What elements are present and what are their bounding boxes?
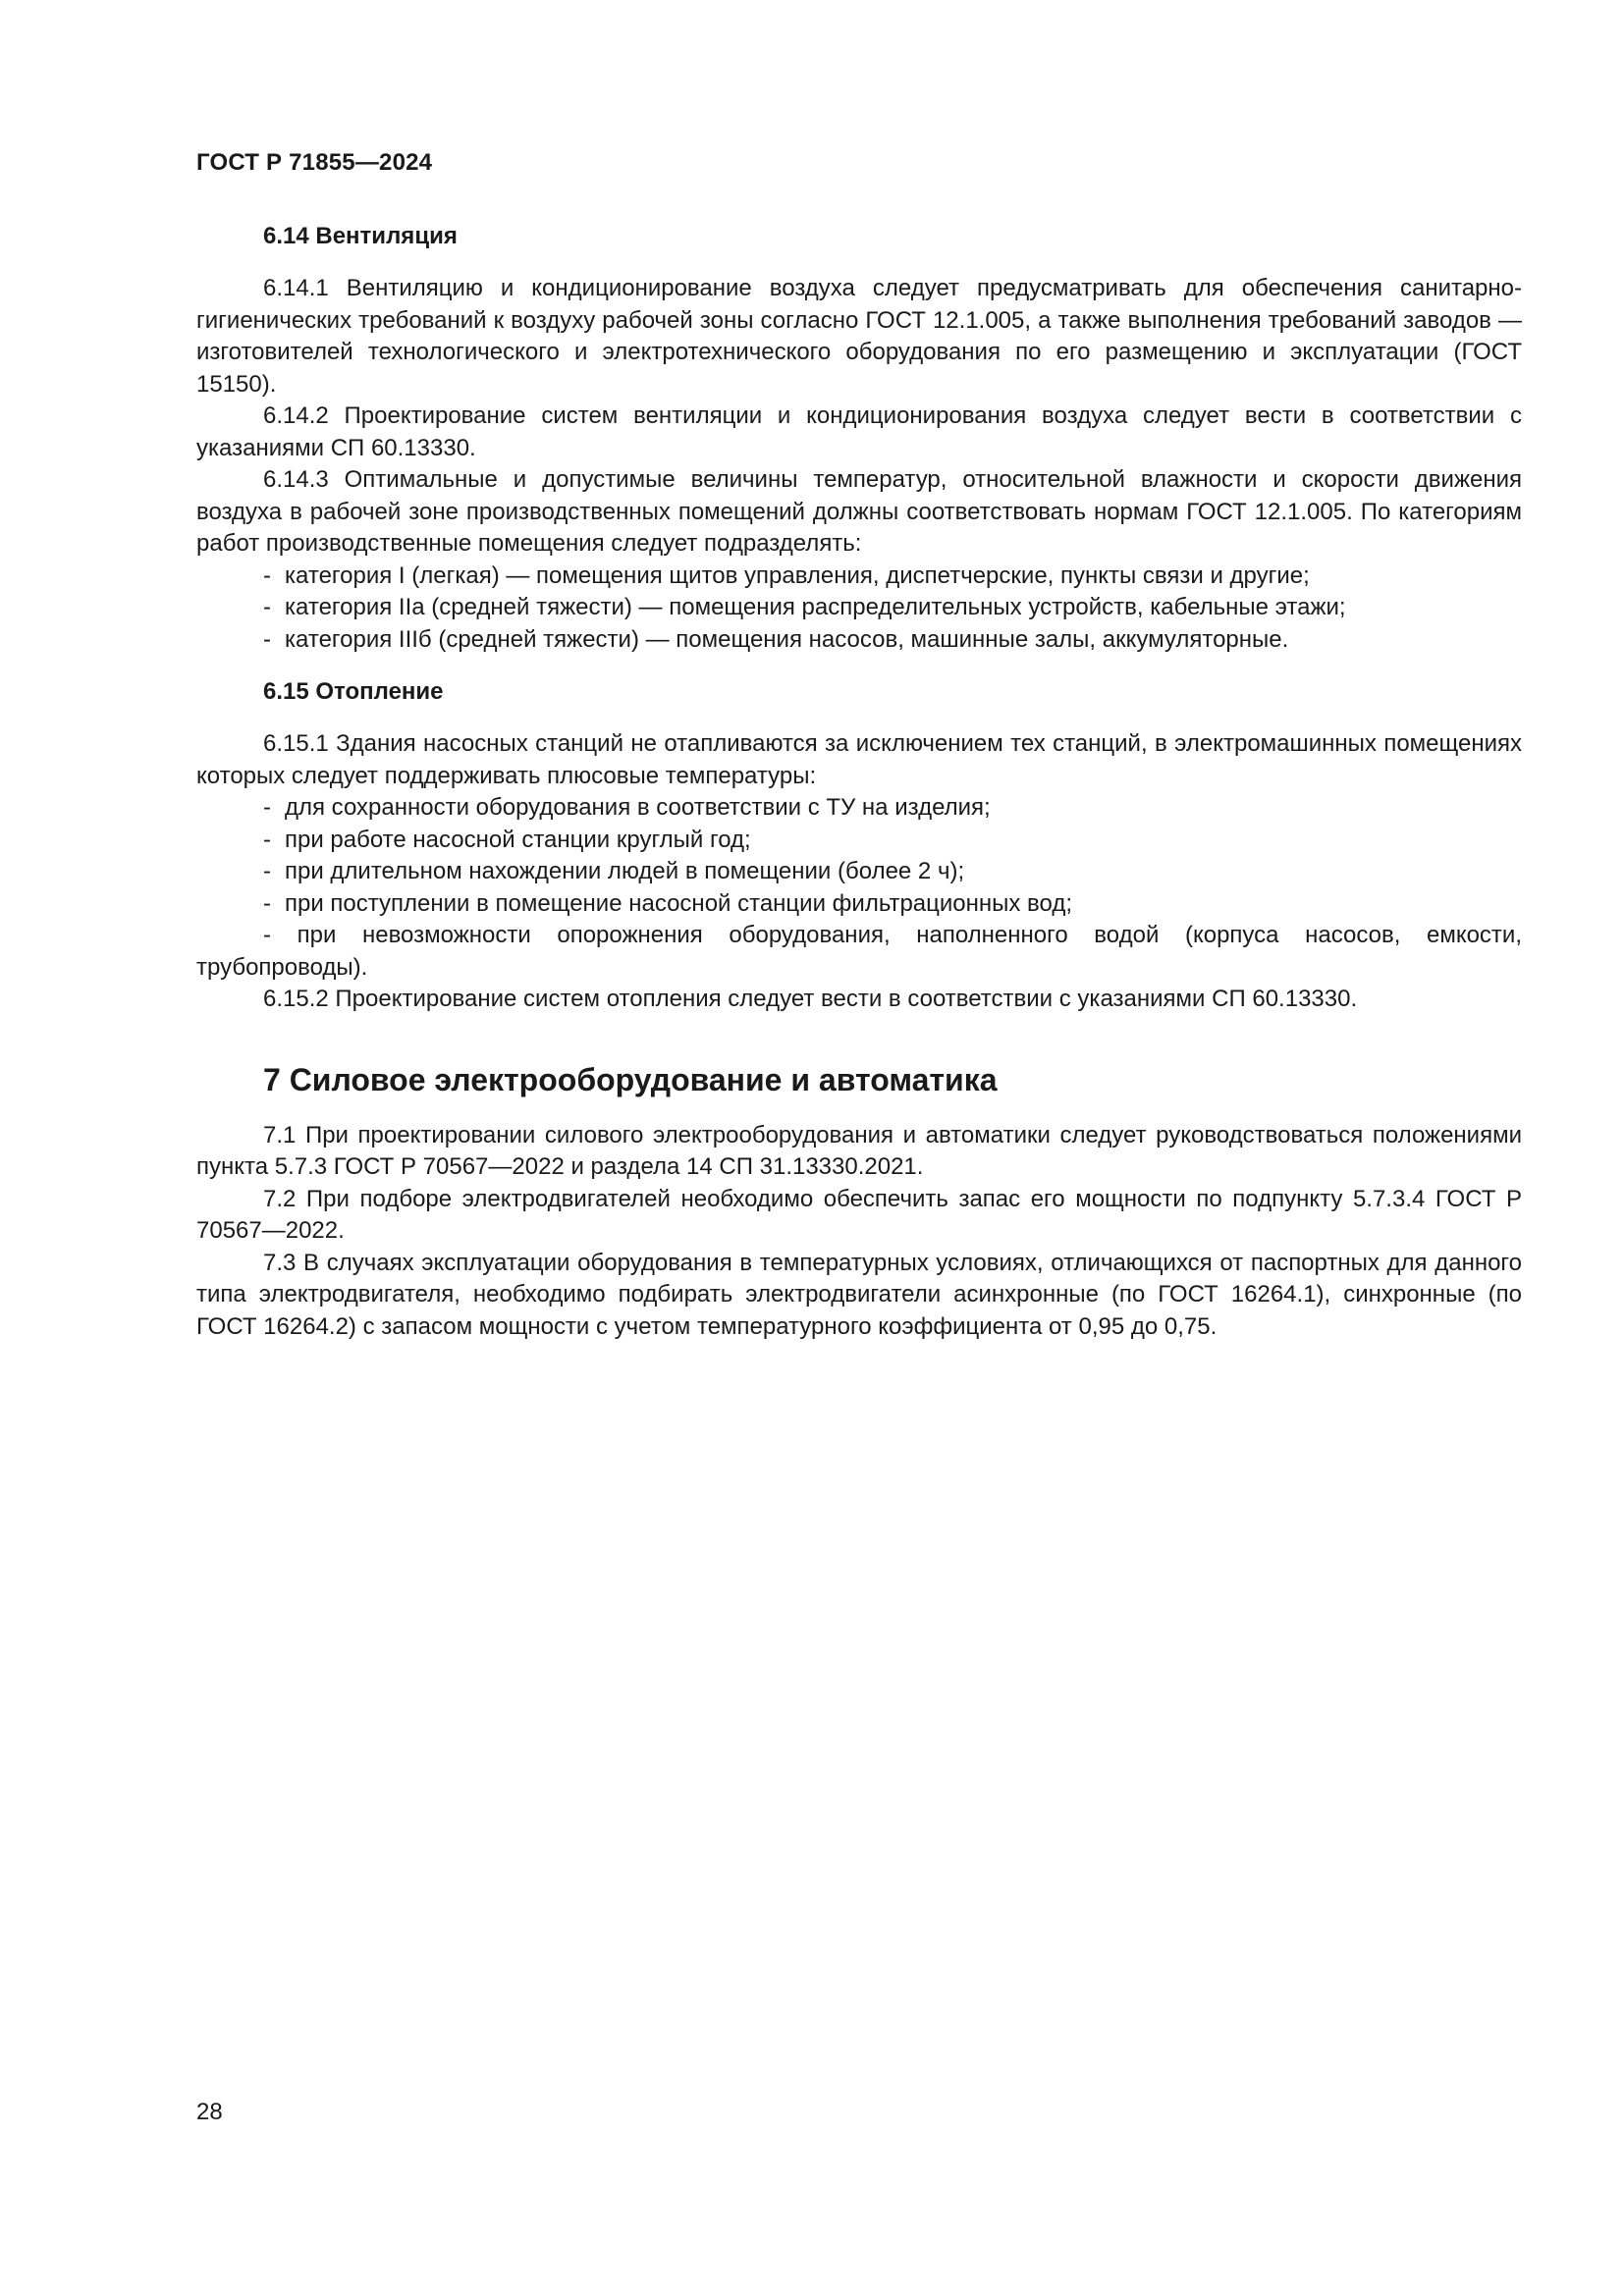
list-item-wrapped: - при невозможности опорожнения оборудования, наполненного водой (корпуса насосов, емкости, трубопроводы). — [196, 922, 1522, 981]
paragraph-6-14-2: 6.14.2 Проектирование систем вентиляции и кондиционирования воздуха следует вести в соответствии с указаниями СП 60.13330. — [196, 402, 1522, 461]
paragraph-6-14-1: 6.14.1 Вентиляцию и кондиционирование воздуха следует предусматривать для обеспечения санитарно-гигиенических требований к воздуху рабочей зоны согласно ГОСТ 12.1.005, а также выполнения требований заводов — изготовителей технологического и электротехнического оборудования по его размещению и эксплуатации (ГОСТ 15150). — [196, 275, 1522, 398]
paragraph-6-14-3: 6.14.3 Оптимальные и допустимые величины температур, относительной влажности и скорости движения воздуха в рабочей зоне производственных помещений должны соответствовать нормам ГОСТ 12.1.005. По категориям работ производственные помещения следует подразделять: — [196, 466, 1522, 557]
paragraph-7-3: 7.3 В случаях эксплуатации оборудования в температурных условиях, отличающихся от паспортных для данного типа электродвигателя, необходимо подбирать электродвигатели асинхронные (по ГОСТ 16264.1), синхронные (по ГОСТ 16264.2) с запасом мощности с учетом температурного коэффициента от 0,95 до 0,75. — [196, 1249, 1522, 1340]
list-item: - для сохранности оборудования в соответствии с ТУ на изделия; — [196, 792, 1522, 825]
list-dash: - — [263, 858, 271, 884]
list-dash: - — [263, 826, 271, 853]
section-title-7: 7 Силовое электрооборудование и автоматика — [263, 1061, 998, 1097]
list-item: - при длительном нахождении людей в помещении (более 2 ч); — [196, 856, 1522, 888]
list-dash: - — [263, 794, 271, 821]
ventilation-category-list — [196, 561, 1522, 657]
subsection-title-6-15: 6.15 Отопление — [263, 678, 444, 705]
paragraph-6-15-1: 6.15.1 Здания насосных станций не отапливаются за исключением тех станций, в электромашинных помещениях которых следует поддерживать плюсовые температуры: — [196, 730, 1522, 789]
list-dash: - — [263, 594, 271, 620]
list-item: - при работе насосной станции круглый год; — [196, 825, 1522, 857]
subsection-title-6-14: 6.14 Вентиляция — [263, 223, 458, 249]
document-header: ГОСТ Р 71855—2024 — [196, 149, 433, 176]
document-body — [196, 220, 1522, 1343]
list-item: - категория IIа (средней тяжести) — помещения распределительных устройств, кабельные этажи; — [196, 592, 1522, 624]
paragraph-6-15-2: 6.15.2 Проектирование систем отопления следует вести в соответствии с указаниями СП 60.13330. — [263, 986, 1358, 1012]
paragraph-7-2: 7.2 При подборе электродвигателей необходимо обеспечить запас его мощности по подпункту 5.7.3.4 ГОСТ Р 70567—2022. — [196, 1185, 1522, 1244]
paragraph-7-1: 7.1 При проектировании силового электрооборудования и автоматики следует руководствоваться положениями пункта 5.7.3 ГОСТ Р 70567—2022 и раздела 14 СП 31.13330.2021. — [196, 1121, 1522, 1180]
document-page — [196, 0, 1522, 2296]
page-number: 28 — [196, 2099, 223, 2125]
list-dash: - — [263, 889, 271, 917]
spacer — [196, 656, 1522, 675]
list-dash: - — [263, 922, 271, 948]
list-item: - категория IIIб (средней тяжести) — помещения насосов, машинные залы, аккумуляторные. — [196, 624, 1522, 657]
list-dash: - — [263, 625, 271, 653]
list-dash: - — [263, 561, 271, 589]
list-item: - категория I (легкая) — помещения щитов управления, диспетчерские, пункты связи и другие; — [196, 561, 1522, 593]
list-item: - при поступлении в помещение насосной станции фильтрационных вод; — [196, 888, 1522, 921]
heating-condition-list — [196, 792, 1522, 920]
